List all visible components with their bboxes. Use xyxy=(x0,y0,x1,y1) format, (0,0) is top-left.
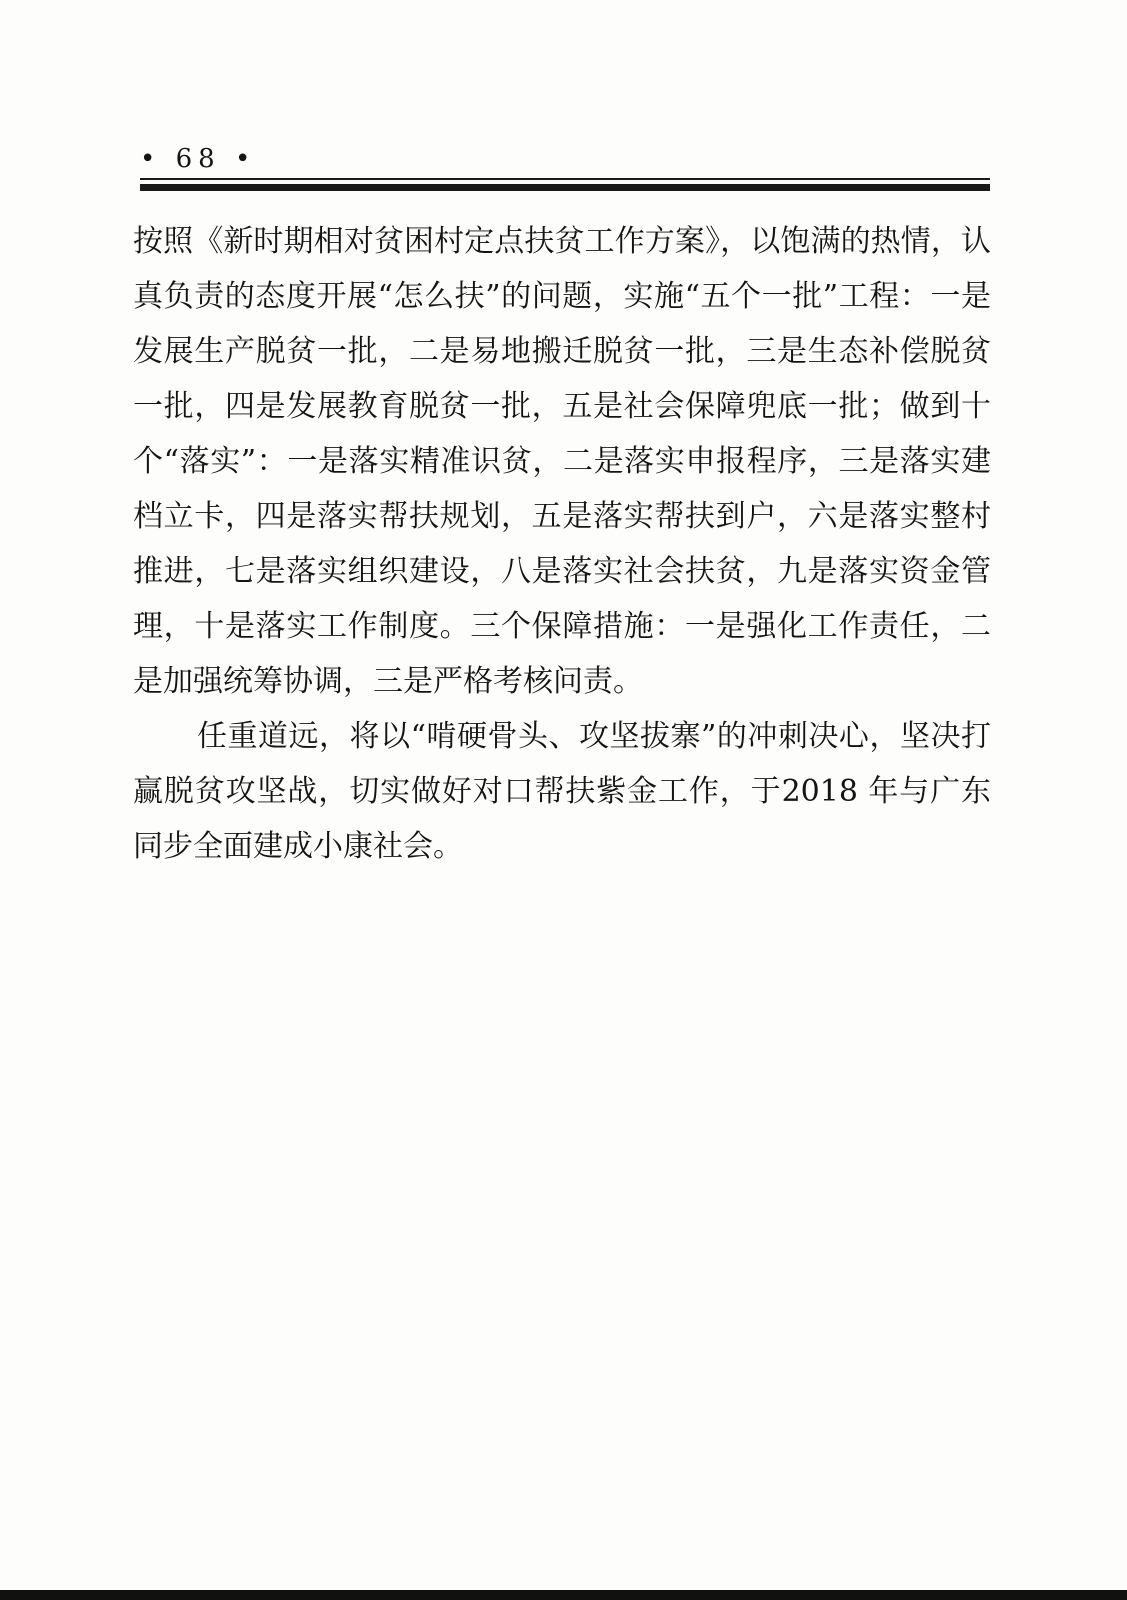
scan-edge xyxy=(0,1590,1127,1600)
body-text xyxy=(133,214,991,874)
page-header xyxy=(140,140,990,178)
page-number: • 68 • xyxy=(140,144,257,174)
paragraph-1: 按照《新时期相对贫困村定点扶贫工作方案》，以饱满的热情，认真负责的态度开展“怎么扶”的问题，实施“五个一批”工程：一是发展生产脱贫一批，二是易地搬迁脱贫一批，三是生态补偿脱贫一批，四是发展教育脱贫一批，五是社会保障兜底一批；做到十个“落实”：一是落实精准识贫，二是落实申报程序，三是落实建档立卡，四是落实帮扶规划，五是落实帮扶到户，六是落实整村推进，七是落实组织建设，八是落实社会扶贫，九是落实资金管理，十是落实工作制度。三个保障措施：一是强化工作责任，二是加强统筹协调，三是严格考核问责。 xyxy=(133,224,991,699)
paragraph-2: 任重道远，将以“啃硬骨头、攻坚拔寨”的冲刺决心，坚决打赢脱贫攻坚战，切实做好对口帮扶紫金工作，于2018 年与广东同步全面建成小康社会。 xyxy=(133,719,991,864)
header-rule-thick xyxy=(140,184,990,191)
header-rule-thin xyxy=(140,178,990,180)
